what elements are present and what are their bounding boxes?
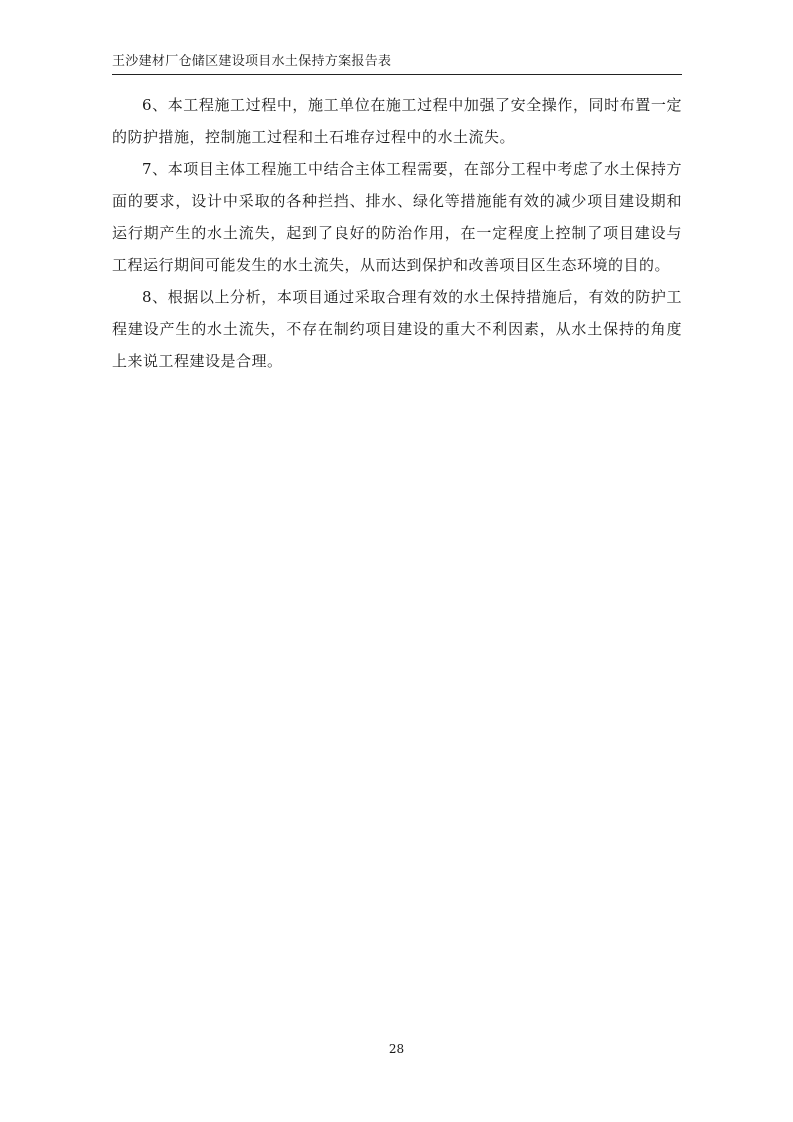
paragraph-7: 7、本项目主体工程施工中结合主体工程需要，在部分工程中考虑了水土保持方面的要求，设计中采取的各种拦挡、排水、绿化等措施能有效的减少项目建设期和运行期产生的水土流失，起到了良好的防治作用，在一定程度上控制了项目建设与工程运行期间可能发生的水土流失，从而达到保护和改善项目区生态环境的目的。 xyxy=(112,160,682,274)
page-number: 28 xyxy=(388,1042,405,1056)
body-text xyxy=(112,89,682,377)
header-divider xyxy=(112,74,682,75)
running-header: 王沙建材厂仓储区建设项目水土保持方案报告表 xyxy=(112,54,392,69)
paragraph-8: 8、根据以上分析，本项目通过采取合理有效的水土保持措施后，有效的防护工程建设产生的水土流失，不存在制约项目建设的重大不利因素，从水土保持的角度上来说工程建设是合理。 xyxy=(112,288,682,370)
paragraph-6: 6、本工程施工过程中，施工单位在施工过程中加强了安全操作，同时布置一定的防护措施，控制施工过程和土石堆存过程中的水土流失。 xyxy=(112,96,682,146)
